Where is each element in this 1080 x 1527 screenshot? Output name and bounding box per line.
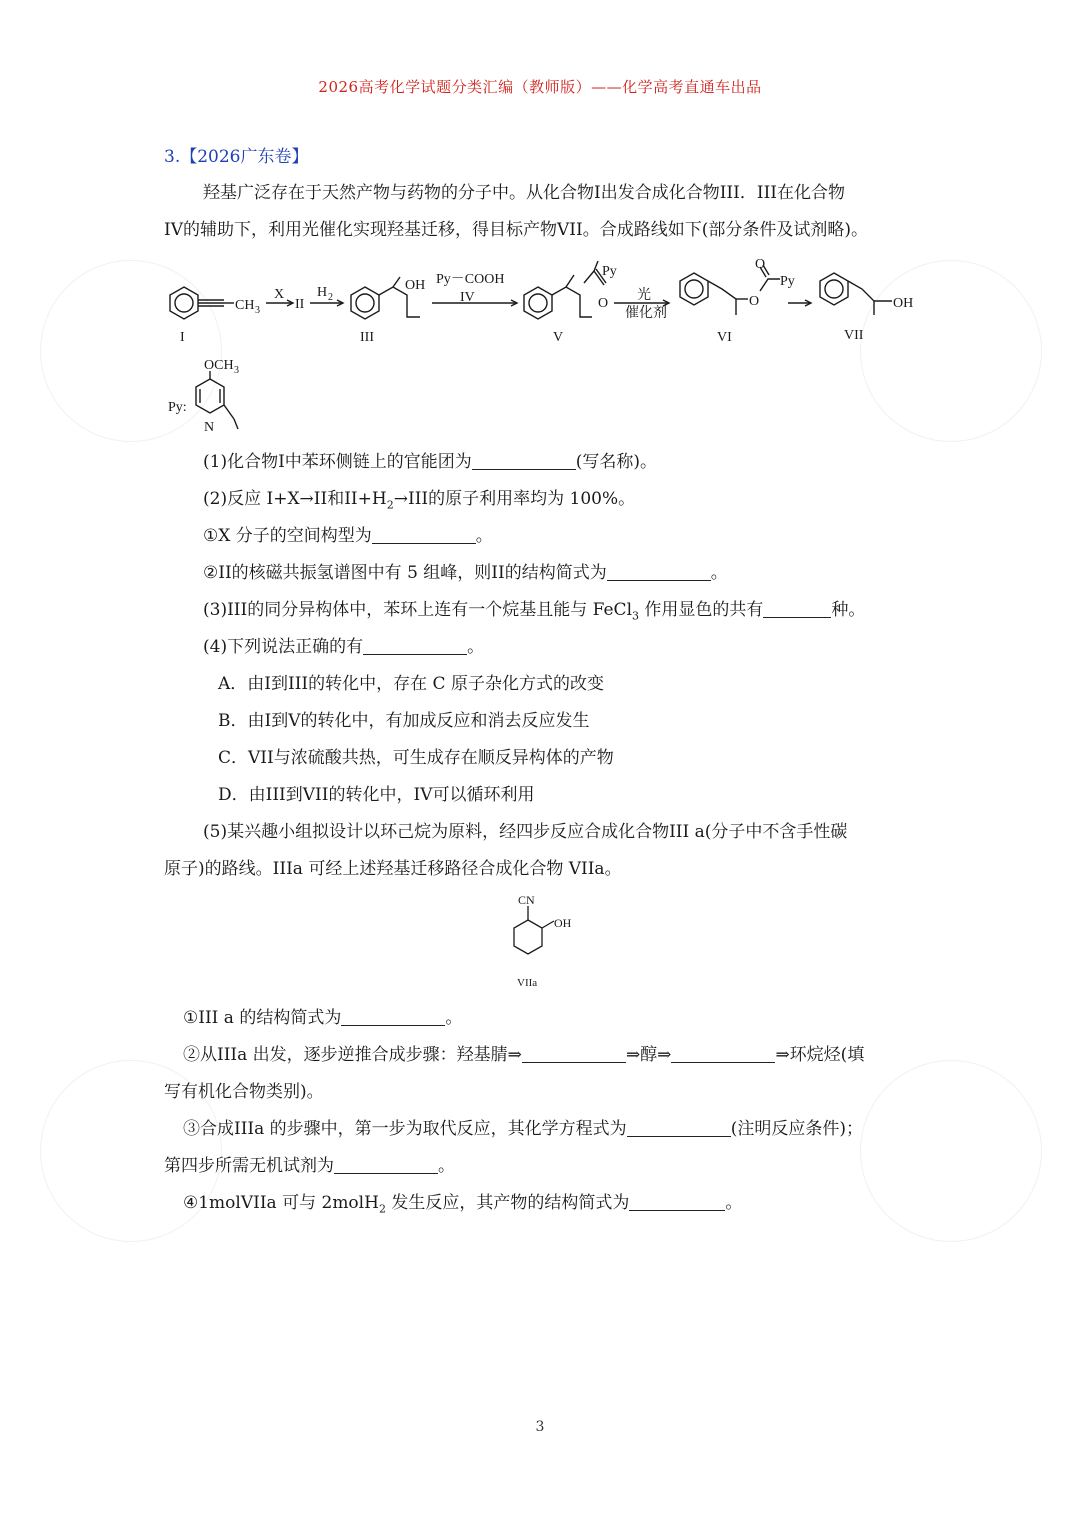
svg-text:X: X	[274, 287, 285, 302]
benzene-ring-v	[524, 287, 552, 319]
label-i: I	[180, 330, 185, 345]
answer-blank[interactable]	[627, 1118, 731, 1137]
label-viia: VIIa	[517, 977, 538, 989]
page-number: 3	[535, 1419, 545, 1435]
svg-text:催化剂: 催化剂	[625, 306, 667, 321]
benzene-ring-vii	[820, 273, 848, 305]
svg-text:CN: CN	[518, 893, 535, 907]
question-5-line-2: 原子)的路线。IIIa 可经上述羟基迁移路径合成化合物 VIIa。	[164, 859, 622, 879]
answer-blank[interactable]	[629, 1192, 725, 1211]
question-2b: ②II的核磁共振氢谱图中有 5 组峰，则II的结构简式为 。	[203, 563, 728, 583]
label-v: V	[553, 330, 564, 345]
svg-text:N: N	[204, 420, 215, 435]
option-b: B．由I到V的转化中，有加成反应和消去反应发生	[218, 711, 590, 731]
svg-text:OH: OH	[554, 916, 572, 930]
svg-text:光: 光	[637, 288, 651, 303]
answer-blank[interactable]	[763, 599, 831, 618]
watermark-circle	[860, 1060, 1042, 1242]
intro-line-1: 羟基广泛存在于天然产物与药物的分子中。从化合物I出发合成化合物III．III在化合物	[203, 183, 846, 203]
question-2a: ①X 分子的空间构型为 。	[203, 526, 493, 546]
svg-text:IV: IV	[460, 290, 475, 305]
benzene-ring-iii	[351, 287, 379, 319]
benzene-ring-i	[170, 287, 198, 319]
question-5c: ③合成IIIa 的步骤中，第一步为取代反应，其化学方程式为 (注明反应条件)；	[183, 1119, 863, 1139]
answer-blank[interactable]	[372, 525, 476, 544]
answer-blank[interactable]	[671, 1044, 775, 1063]
answer-blank[interactable]	[472, 451, 576, 470]
question-5b: ②从IIIa 出发，逐步逆推合成步骤：羟基腈⇒ ⇒醇⇒ ⇒环烷烃(填	[183, 1045, 865, 1065]
svg-text:Py: Py	[780, 274, 795, 289]
benzene-ring-vi	[680, 273, 708, 305]
synthesis-scheme	[160, 255, 940, 440]
svg-text:2: 2	[328, 292, 333, 303]
svg-text:O: O	[755, 257, 766, 272]
label-vii: VII	[844, 328, 864, 343]
svg-text:OH: OH	[893, 296, 914, 311]
svg-text:3: 3	[255, 305, 260, 316]
page-header: 2026高考化学试题分类汇编（教师版）——化学高考直通车出品	[318, 78, 762, 96]
option-c: C．VII与浓硫酸共热，可生成存在顺反异构体的产物	[218, 748, 614, 768]
svg-text:O: O	[598, 296, 609, 311]
structure-viia	[490, 890, 590, 990]
question-number: 3.【2026广东卷】	[164, 147, 309, 167]
question-3: (3)III的同分异构体中，苯环上连有一个烷基且能与 FeCl$_3$ 作用显色的共有 种。	[203, 600, 866, 623]
answer-blank[interactable]	[363, 636, 467, 655]
label-iii: III	[360, 330, 374, 345]
question-5-line-1: (5)某兴趣小组拟设计以环己烷为原料，经四步反应合成化合物III a(分子中不含手性碳	[203, 822, 848, 842]
answer-blank[interactable]	[341, 1007, 445, 1026]
svg-text:3: 3	[234, 365, 239, 376]
question-4: (4)下列说法正确的有 。	[203, 637, 485, 657]
question-5d: ④1molVIIa 可与 2molH$_2$ 发生反应，其产物的结构简式为 。	[183, 1193, 743, 1216]
question-1: (1)化合物I中苯环侧链上的官能团为 (写名称)。	[203, 452, 658, 472]
label-vi: VI	[717, 330, 732, 345]
svg-text:OH: OH	[405, 278, 426, 293]
answer-blank[interactable]	[607, 562, 711, 581]
svg-text:II: II	[295, 297, 305, 312]
question-2: (2)反应 I+X→II和$II+H_2\to III$的原子利用率均为 100%。	[203, 489, 636, 512]
answer-blank[interactable]	[522, 1044, 626, 1063]
ch3-label: CH	[235, 298, 255, 313]
reagent-py-cooh: Py－COOH	[436, 272, 505, 287]
svg-text:Py: Py	[602, 264, 617, 279]
intro-line-2: IV的辅助下，利用光催化实现羟基迁移，得目标产物VII。合成路线如下(部分条件及试剂略)。	[164, 220, 868, 240]
answer-blank[interactable]	[334, 1155, 438, 1174]
question-5c-line-2: 第四步所需无机试剂为 。	[164, 1156, 455, 1176]
question-5b-line-2: 写有机化合物类别)。	[164, 1082, 324, 1102]
question-5a: ①III a 的结构简式为 。	[183, 1008, 463, 1028]
svg-text:O: O	[749, 294, 760, 309]
py-definition-label: Py:	[168, 400, 187, 415]
option-d: D．由III到VII的转化中，IV可以循环利用	[218, 785, 535, 805]
svg-text:H: H	[317, 285, 328, 300]
option-a: A．由I到III的转化中，存在 C 原子杂化方式的改变	[218, 674, 604, 694]
svg-text:OCH: OCH	[204, 358, 234, 373]
